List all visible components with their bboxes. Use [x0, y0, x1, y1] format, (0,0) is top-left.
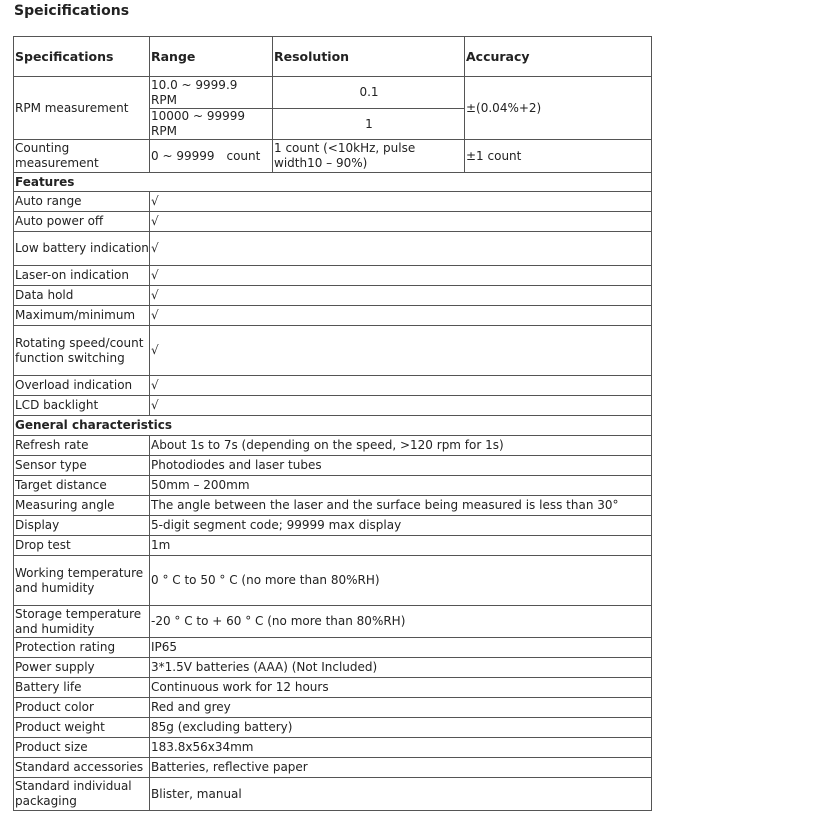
- general-label: Standard individual packaging: [14, 778, 150, 811]
- general-label: Product color: [14, 698, 150, 718]
- table-row: [14, 556, 652, 606]
- feature-label: Data hold: [14, 286, 150, 306]
- table-row: [14, 606, 652, 638]
- table-row: [14, 778, 652, 811]
- table-row: [14, 678, 652, 698]
- rpm-row-1: [14, 77, 652, 109]
- table-row: [14, 326, 652, 376]
- general-label: Refresh rate: [14, 436, 150, 456]
- general-label: Product size: [14, 738, 150, 758]
- general-value: 1m: [150, 536, 652, 556]
- table-row: [14, 638, 652, 658]
- feature-check: √: [150, 266, 652, 286]
- table-row: [14, 192, 652, 212]
- general-value: Batteries, reflective paper: [150, 758, 652, 778]
- general-label: Working temperature and humidity: [14, 556, 150, 606]
- feature-check: √: [150, 396, 652, 416]
- table-row: [14, 698, 652, 718]
- general-value: Photodiodes and laser tubes: [150, 456, 652, 476]
- rpm-resolution-1: 0.1: [273, 77, 465, 109]
- table-row: [14, 286, 652, 306]
- general-label: Measuring angle: [14, 496, 150, 516]
- features-heading-row: [14, 173, 652, 192]
- feature-check: √: [150, 232, 652, 266]
- table-row: [14, 232, 652, 266]
- feature-check: √: [150, 376, 652, 396]
- specifications-table: [13, 36, 652, 811]
- table-row: [14, 212, 652, 232]
- general-label: Product weight: [14, 718, 150, 738]
- feature-check: √: [150, 326, 652, 376]
- general-value: 183.8x56x34mm: [150, 738, 652, 758]
- table-row: [14, 456, 652, 476]
- header-resolution: Resolution: [273, 37, 465, 77]
- table-row: [14, 516, 652, 536]
- feature-label: Low battery indication: [14, 232, 150, 266]
- table-row: [14, 376, 652, 396]
- general-value: 85g (excluding battery): [150, 718, 652, 738]
- general-label: Battery life: [14, 678, 150, 698]
- counting-row: [14, 140, 652, 173]
- general-label: Target distance: [14, 476, 150, 496]
- rpm-label: RPM measurement: [14, 77, 150, 140]
- table-row: [14, 536, 652, 556]
- table-row: [14, 436, 652, 456]
- header-specifications: Specifications: [14, 37, 150, 77]
- general-label: Standard accessories: [14, 758, 150, 778]
- table-header-row: [14, 37, 652, 77]
- table-row: [14, 738, 652, 758]
- general-label: Drop test: [14, 536, 150, 556]
- table-row: [14, 496, 652, 516]
- general-value: Blister, manual: [150, 778, 652, 811]
- general-value: 3*1.5V batteries (AAA) (Not Included): [150, 658, 652, 678]
- feature-check: √: [150, 306, 652, 326]
- table-row: [14, 476, 652, 496]
- table-row: [14, 758, 652, 778]
- header-accuracy: Accuracy: [465, 37, 652, 77]
- general-heading: General characteristics: [14, 416, 652, 436]
- counting-accuracy: ±1 count: [465, 140, 652, 173]
- page-title: Speicifications: [14, 3, 130, 19]
- rpm-range-1: 10.0 ~ 9999.9 RPM: [150, 77, 273, 109]
- feature-label: LCD backlight: [14, 396, 150, 416]
- general-value: IP65: [150, 638, 652, 658]
- feature-label: Rotating speed/count function switching: [14, 326, 150, 376]
- general-label: Sensor type: [14, 456, 150, 476]
- rpm-range-2: 10000 ~ 99999 RPM: [150, 109, 273, 140]
- general-label: Storage temperature and humidity: [14, 606, 150, 638]
- counting-resolution: 1 count (<10kHz, pulse width10 – 90%): [273, 140, 465, 173]
- general-value: About 1s to 7s (depending on the speed, >120 rpm for 1s): [150, 436, 652, 456]
- general-label: Protection rating: [14, 638, 150, 658]
- general-value: 5-digit segment code; 99999 max display: [150, 516, 652, 536]
- table-row: [14, 658, 652, 678]
- feature-check: √: [150, 286, 652, 306]
- general-value: 50mm – 200mm: [150, 476, 652, 496]
- counting-range: 0 ~ 99999 count: [150, 140, 273, 173]
- general-label: Display: [14, 516, 150, 536]
- feature-label: Laser-on indication: [14, 266, 150, 286]
- features-heading: Features: [14, 173, 652, 192]
- table-row: [14, 266, 652, 286]
- general-heading-row: [14, 416, 652, 436]
- feature-label: Overload indication: [14, 376, 150, 396]
- table-row: [14, 306, 652, 326]
- general-value: Red and grey: [150, 698, 652, 718]
- feature-label: Auto range: [14, 192, 150, 212]
- feature-check: √: [150, 192, 652, 212]
- header-range: Range: [150, 37, 273, 77]
- feature-check: √: [150, 212, 652, 232]
- general-value: Continuous work for 12 hours: [150, 678, 652, 698]
- rpm-resolution-2: 1: [273, 109, 465, 140]
- general-value: The angle between the laser and the surface being measured is less than 30°: [150, 496, 652, 516]
- table-row: [14, 718, 652, 738]
- general-value: 0 ° C to 50 ° C (no more than 80%RH): [150, 556, 652, 606]
- counting-label: Counting measurement: [14, 140, 150, 173]
- feature-label: Auto power off: [14, 212, 150, 232]
- rpm-accuracy: ±(0.04%+2): [465, 77, 652, 140]
- feature-label: Maximum/minimum: [14, 306, 150, 326]
- table-row: [14, 396, 652, 416]
- general-label: Power supply: [14, 658, 150, 678]
- general-value: -20 ° C to + 60 ° C (no more than 80%RH): [150, 606, 652, 638]
